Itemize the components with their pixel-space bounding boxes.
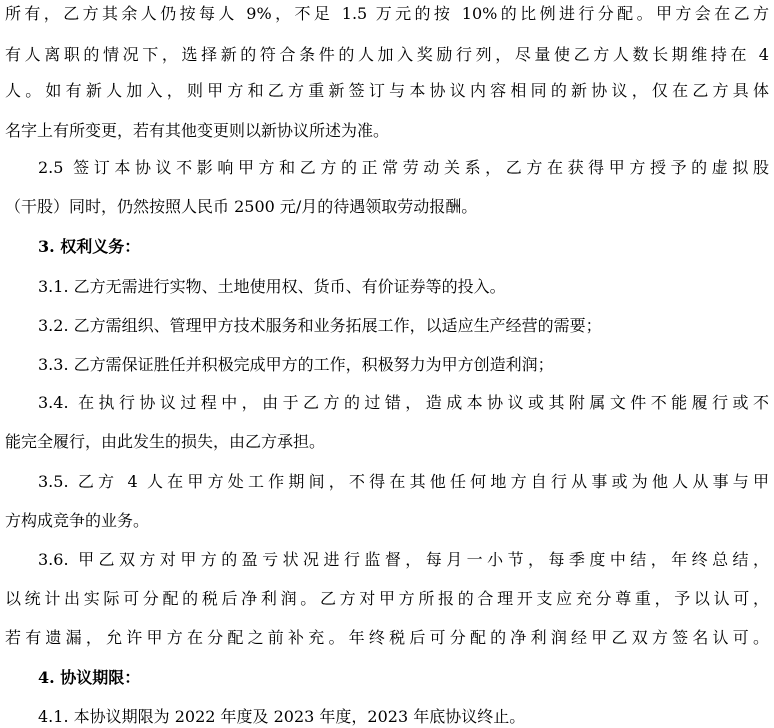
- paragraph-line: 所有，乙方其余人仍按每人 9%，不足 1.5 万元的按 10%的比例进行分配。甲方会在乙方: [5, 4, 769, 23]
- paragraph-line: （干股）同时，仍然按照人民币 2500 元/月的待遇领取劳动报酬。: [5, 197, 478, 216]
- paragraph-line: 若有遗漏，允许甲方在分配之前补充。年终税后可分配的净利润经甲乙双方签名认可。: [5, 628, 769, 647]
- section-heading-term: 4. 协议期限：: [38, 668, 141, 687]
- clause-3-1: 3.1. 乙方无需进行实物、土地使用权、货币、有价证券等的投入。: [38, 277, 506, 296]
- clause-2-5-line: 2.5 签订本协议不影响甲方和乙方的正常劳动关系，乙方在获得甲方授予的虚拟股: [38, 158, 769, 177]
- paragraph-line: 方构成竞争的业务。: [5, 511, 150, 530]
- paragraph-line: 以统计出实际可分配的税后净利润。乙方对甲方所报的合理开支应充分尊重，予以认可，: [5, 589, 769, 608]
- section-heading-rights-obligations: 3. 权利义务：: [38, 237, 141, 256]
- clause-3-3: 3.3. 乙方需保证胜任并积极完成甲方的工作，积极努力为甲方创造利润；: [38, 355, 554, 374]
- paragraph-line: 人。如有新人加入，则甲方和乙方重新签订与本协议内容相同的新协议，仅在乙方具体: [5, 81, 769, 100]
- paragraph-line: 名字上有所变更，若有其他变更则以新协议所述为准。: [5, 121, 390, 140]
- clause-3-6-line: 3.6. 甲乙双方对甲方的盈亏状况进行监督，每月一小节，每季度中结，年终总结，: [38, 550, 769, 569]
- clause-3-2: 3.2. 乙方需组织、管理甲方技术服务和业务拓展工作，以适应生产经营的需要；: [38, 316, 602, 335]
- clause-3-5-line: 3.5. 乙方 4 人在甲方处工作期间，不得在其他任何地方自行从事或为他人从事与甲: [38, 472, 769, 491]
- clause-3-4-line: 3.4. 在执行协议过程中，由于乙方的过错，造成本协议或其附属文件不能履行或不: [38, 393, 769, 412]
- clause-4-1: 4.1. 本协议期限为 2022 年度及 2023 年度，2023 年底协议终止。: [38, 707, 526, 726]
- paragraph-line: 有人离职的情况下，选择新的符合条件的人加入奖励行列，尽量使乙方人数长期维持在 4: [5, 45, 769, 64]
- paragraph-line: 能完全履行，由此发生的损失，由乙方承担。: [5, 432, 326, 451]
